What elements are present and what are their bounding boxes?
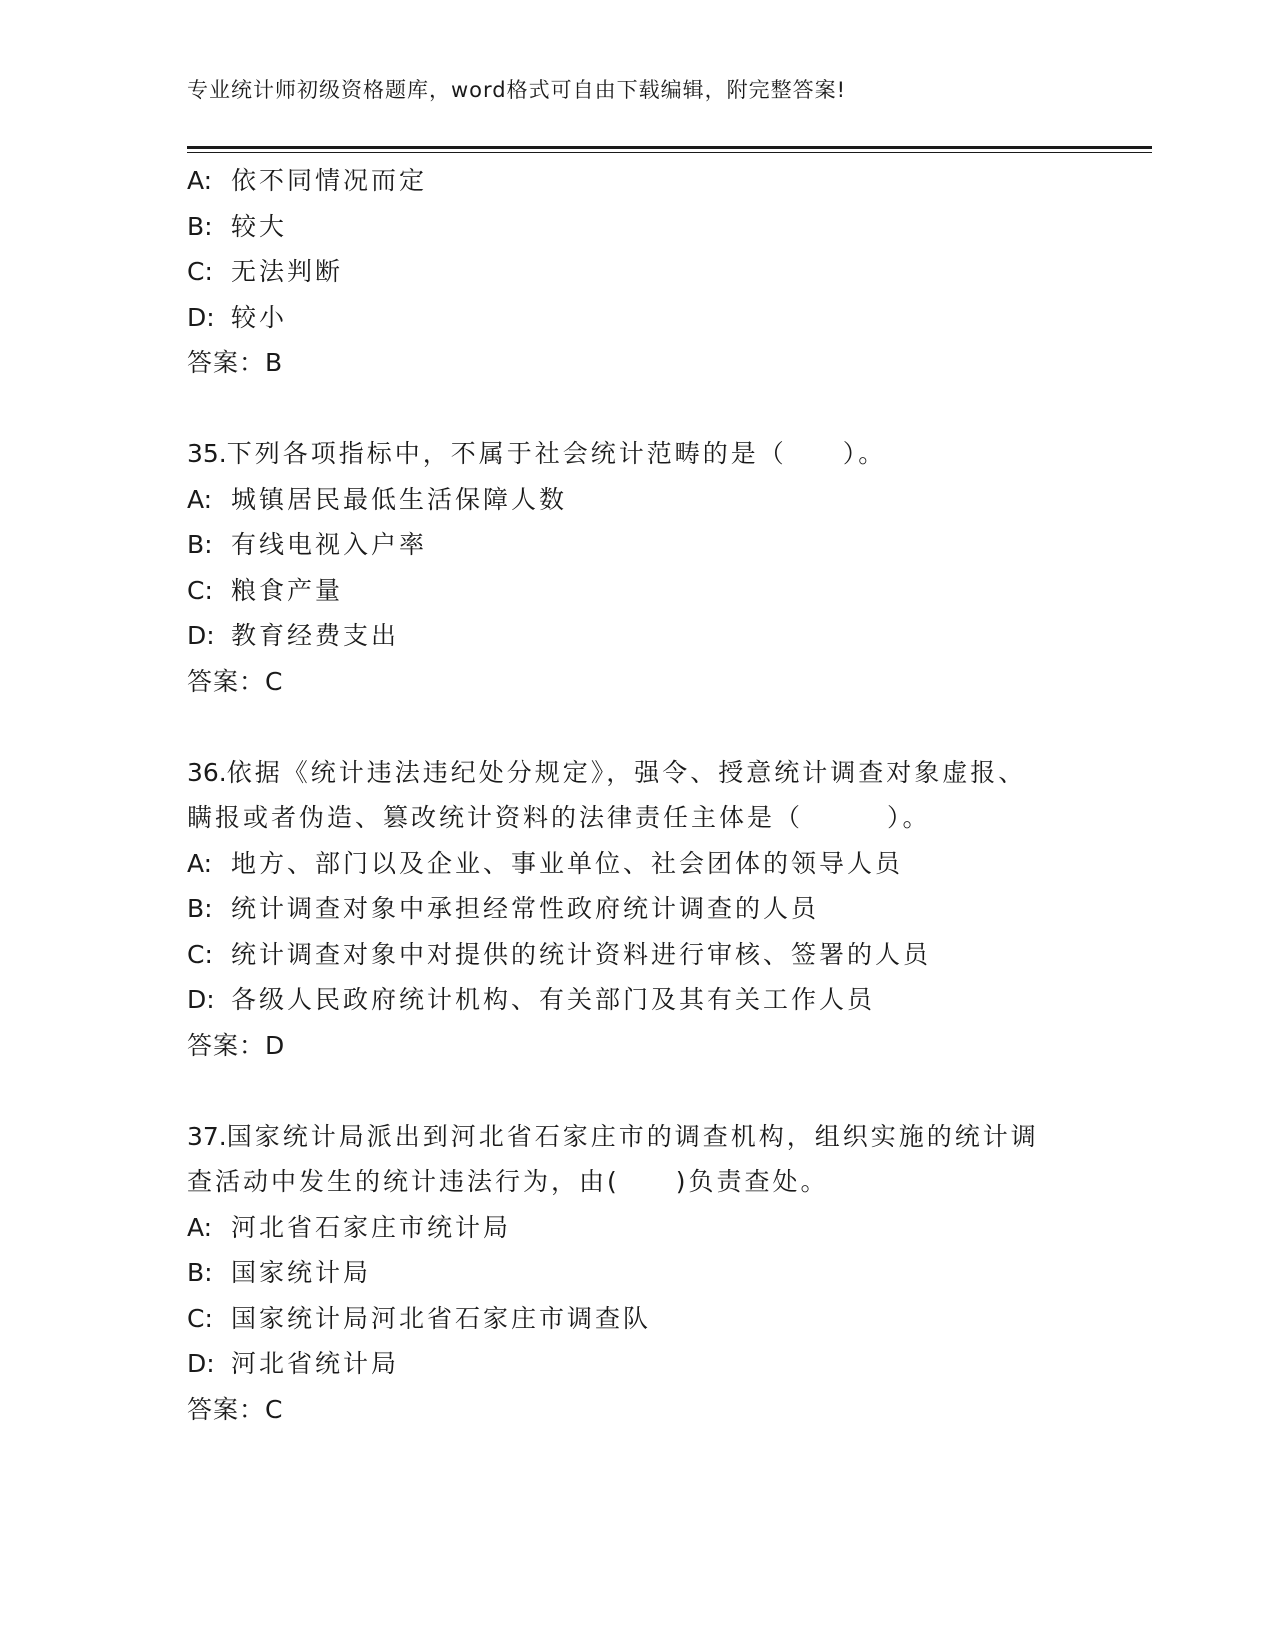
page-header: 专业统计师初级资格题库，word格式可自由下载编辑，附完整答案! (187, 78, 847, 102)
option-d: D: 河北省统计局 (187, 1349, 400, 1378)
option-b: B: 国家统计局 (187, 1258, 372, 1287)
option-a: A: 地方、部门以及企业、事业单位、社会团体的领导人员 (187, 848, 904, 878)
header-rule-thin (187, 152, 1152, 153)
answer-line: 答案：D (187, 1030, 286, 1060)
option-c: C: 无法判断 (187, 257, 344, 286)
question-stem: 37.国家统计局派出到河北省石家庄市的调查机构，组织实施的统计调 (187, 1121, 1039, 1151)
answer-line: 答案：B (187, 348, 284, 377)
spacer (187, 386, 1087, 432)
document-body (187, 158, 1087, 1432)
option-a: A: 城镇居民最低生活保障人数 (187, 484, 568, 514)
option-c: C: 统计调查对象中对提供的统计资料进行审核、签署的人员 (187, 939, 932, 969)
option-d: D: 教育经费支出 (187, 621, 400, 650)
header-rule-thick (187, 146, 1152, 149)
question-35 (187, 431, 1087, 704)
option-c: C: 粮食产量 (187, 575, 344, 605)
prev-question-block (187, 158, 1087, 386)
option-a: A: 依不同情况而定 (187, 166, 428, 195)
question-stem-continued: 查活动中发生的统计违法行为，由( )负责查处。 (187, 1167, 829, 1196)
spacer (187, 1068, 1087, 1114)
option-b: B: 统计调查对象中承担经常性政府统计调查的人员 (187, 894, 820, 923)
option-c: C: 国家统计局河北省石家庄市调查队 (187, 1303, 652, 1333)
question-36 (187, 750, 1087, 1069)
question-stem: 36.依据《统计违法违纪处分规定》，强令、授意统计调查对象虚报、 (187, 757, 1027, 787)
answer-line: 答案：C (187, 666, 284, 696)
option-b: B: 较大 (187, 211, 288, 241)
question-37 (187, 1114, 1087, 1433)
question-stem-continued: 瞒报或者伪造、篡改统计资料的法律责任主体是（ ）。 (187, 803, 931, 832)
answer-line: 答案：C (187, 1394, 284, 1424)
option-b: B: 有线电视入户率 (187, 530, 428, 559)
question-stem: 35.下列各项指标中，不属于社会统计范畴的是（ ）。 (187, 439, 887, 468)
option-d: D: 各级人民政府统计机构、有关部门及其有关工作人员 (187, 985, 876, 1014)
option-a: A: 河北省石家庄市统计局 (187, 1212, 512, 1242)
option-d: D: 较小 (187, 302, 288, 332)
spacer (187, 704, 1087, 750)
